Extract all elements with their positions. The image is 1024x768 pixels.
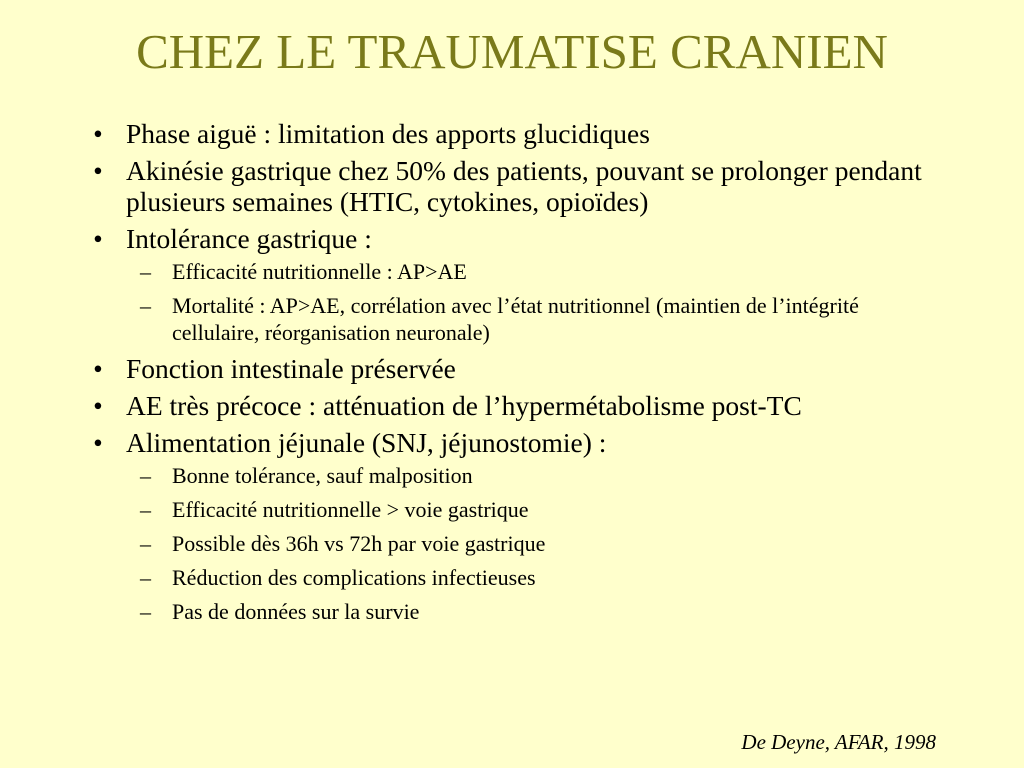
- dash-marker-icon: –: [140, 565, 151, 590]
- slide-content: [88, 118, 938, 632]
- sub-bullet-text: Efficacité nutritionnelle > voie gastrique: [172, 497, 529, 522]
- sub-bullet-text: Pas de données sur la survie: [172, 599, 420, 624]
- bullet-marker-icon: •: [93, 118, 103, 149]
- bullet-text: Alimentation jéjunale (SNJ, jéjunostomie) :: [126, 427, 607, 458]
- dash-marker-icon: –: [140, 259, 151, 284]
- bullet-marker-icon: •: [93, 353, 103, 384]
- bullet-item: [88, 353, 938, 384]
- sub-bullet-item: [126, 496, 938, 523]
- sub-bullet-text: Mortalité : AP>AE, corrélation avec l’état nutritionnel (maintien de l’intégrité cellulaire, réorganisation neuronale): [172, 293, 859, 345]
- bullet-item: [88, 223, 938, 346]
- sub-bullet-text: Réduction des complications infectieuses: [172, 565, 536, 590]
- bullet-item: [88, 390, 938, 421]
- bullet-item: [88, 427, 938, 625]
- sub-bullet-item: [126, 462, 938, 489]
- sub-bullet-item: [126, 598, 938, 625]
- bullet-text: Fonction intestinale préservée: [126, 353, 456, 384]
- citation: De Deyne, AFAR, 1998: [741, 730, 936, 754]
- sub-bullet-item: [126, 530, 938, 557]
- bullet-marker-icon: •: [93, 390, 103, 421]
- bullet-marker-icon: •: [93, 223, 103, 254]
- dash-marker-icon: –: [140, 531, 151, 556]
- bullet-text: Intolérance gastrique :: [126, 223, 372, 254]
- slide-title: CHEZ LE TRAUMATISE CRANIEN: [136, 24, 888, 79]
- sub-bullet-text: Efficacité nutritionnelle : AP>AE: [172, 259, 467, 284]
- sub-bullet-text: Bonne tolérance, sauf malposition: [172, 463, 473, 488]
- dash-marker-icon: –: [140, 599, 151, 624]
- bullet-item: [88, 118, 938, 149]
- sub-bullet-list: [126, 462, 938, 625]
- bullet-marker-icon: •: [93, 427, 103, 458]
- sub-bullet-item: [126, 258, 938, 285]
- sub-bullet-item: [126, 564, 938, 591]
- bullet-item: [88, 155, 938, 217]
- sub-bullet-item: [126, 292, 938, 346]
- bullet-text: Phase aiguë : limitation des apports glucidiques: [126, 118, 650, 149]
- dash-marker-icon: –: [140, 463, 151, 488]
- bullet-marker-icon: •: [93, 155, 103, 186]
- dash-marker-icon: –: [140, 293, 151, 318]
- sub-bullet-list: [126, 258, 938, 346]
- dash-marker-icon: –: [140, 497, 151, 522]
- bullet-list: [88, 118, 938, 625]
- bullet-text: Akinésie gastrique chez 50% des patients, pouvant se prolonger pendant plusieurs semaines (HTIC, cytokines, opioïdes): [126, 155, 922, 217]
- sub-bullet-text: Possible dès 36h vs 72h par voie gastrique: [172, 531, 546, 556]
- bullet-text: AE très précoce : atténuation de l’hypermétabolisme post-TC: [126, 390, 802, 421]
